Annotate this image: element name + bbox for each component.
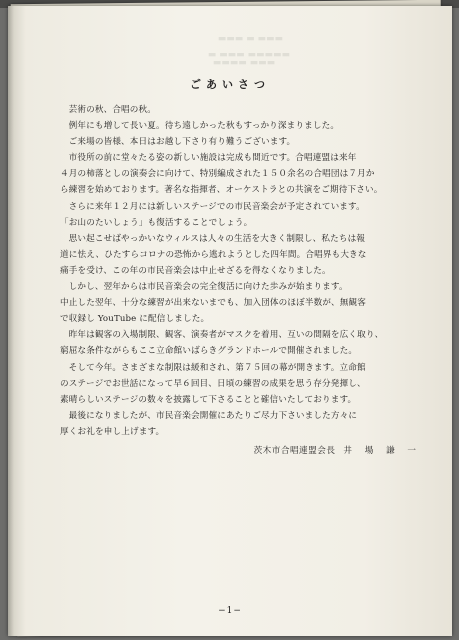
document-page <box>8 6 452 636</box>
bleed-through-text: ▬▬▬ ▬ ▬▬▬ <box>218 34 284 44</box>
paragraph-line: ら練習を始めております。著名な指揮者、オーケストラとの共演をご期待下さい。 <box>60 185 383 196</box>
paragraph-line: 例年にも増して長い夏。待ち遠しかった秋もすっかり深まりました。 <box>68 121 340 132</box>
paragraph-line: 昨年は観客の入場制限、観客、演奏者がマスクを着用、互いの間隔を広く取り、 <box>68 330 384 341</box>
signature-name: 井 場 謙 一 <box>343 445 421 456</box>
paragraph-line: 道に怯え、ひたすらコロナの恐怖から逃れようとした四年間。合唱界も大きな <box>60 249 367 260</box>
paragraph-line: 「お山のたいしょう」も復活することでしょう。 <box>60 217 253 228</box>
page-number: −1− <box>218 606 242 616</box>
paragraph-line: ４月の柿落としの演奏会に向けて、特別編成された１５０余名の合唱団は７月か <box>60 169 375 180</box>
bleed-through-text: ▬▬▬ ▬▬▬▬ <box>213 58 276 68</box>
paragraph-line: で収録し YouTube に配信しました。 <box>60 314 210 325</box>
document-title: ごあいさつ <box>190 78 270 91</box>
paragraph-line: 中止した翌年、十分な練習が出来ないまでも、加入団体のほぼ半数が、無観客 <box>60 298 367 309</box>
paragraph-line: そして今年。さまざまな制限は緩和され、第７５回の幕が開きます。立命館 <box>68 362 366 373</box>
paragraph-line: 痛手を受け、この年の市民音楽会は中止せざるを得なくなりました。 <box>60 265 331 276</box>
document-body <box>60 102 425 459</box>
paragraph-line: 窮屈な条件ながらもここ立命館いばらきグランドホールで開催されました。 <box>60 346 358 357</box>
paragraph-line: 芸術の秋、合唱の秋。 <box>68 105 157 115</box>
paragraph-line: ご来場の皆様、本日はお越し下さり有り難うございます。 <box>68 137 296 148</box>
paragraph-line: 市役所の前に堂々たる姿の新しい施設は完成も間近です。合唱連盟は来年 <box>68 153 357 164</box>
paragraph-line: 厚くお礼を申し上げます。 <box>60 426 165 437</box>
paragraph-line: のステージでお世話になって早６回目、日頃の練習の成果を思う存分発揮し、 <box>60 378 366 389</box>
paragraph-line: しかし、翌年からは市民音楽会の完全復活に向けた歩みが始まります。 <box>68 282 348 293</box>
paragraph-line: 思い起こせばやっかいなウィルスは人々の生活を大きく制限し、私たちは報 <box>68 233 366 244</box>
paragraph-line: さらに来年１２月には新しいステージでの市民音楽会が予定されています。 <box>68 201 365 212</box>
paragraph-line: 素晴らしいステージの数々を披露して下さることと確信いたしております。 <box>60 394 357 405</box>
bleed-through-text: ▬▬▬▬▬ ▬▬▬ ▬ <box>208 50 291 60</box>
signature-org: 茨木市合唱連盟会長 <box>253 445 336 456</box>
signature <box>60 443 425 459</box>
paragraph-line: 最後になりましたが、市民音楽会開催にあたりご尽力下さいました方々に <box>68 410 358 421</box>
binding-shadow <box>8 6 14 636</box>
